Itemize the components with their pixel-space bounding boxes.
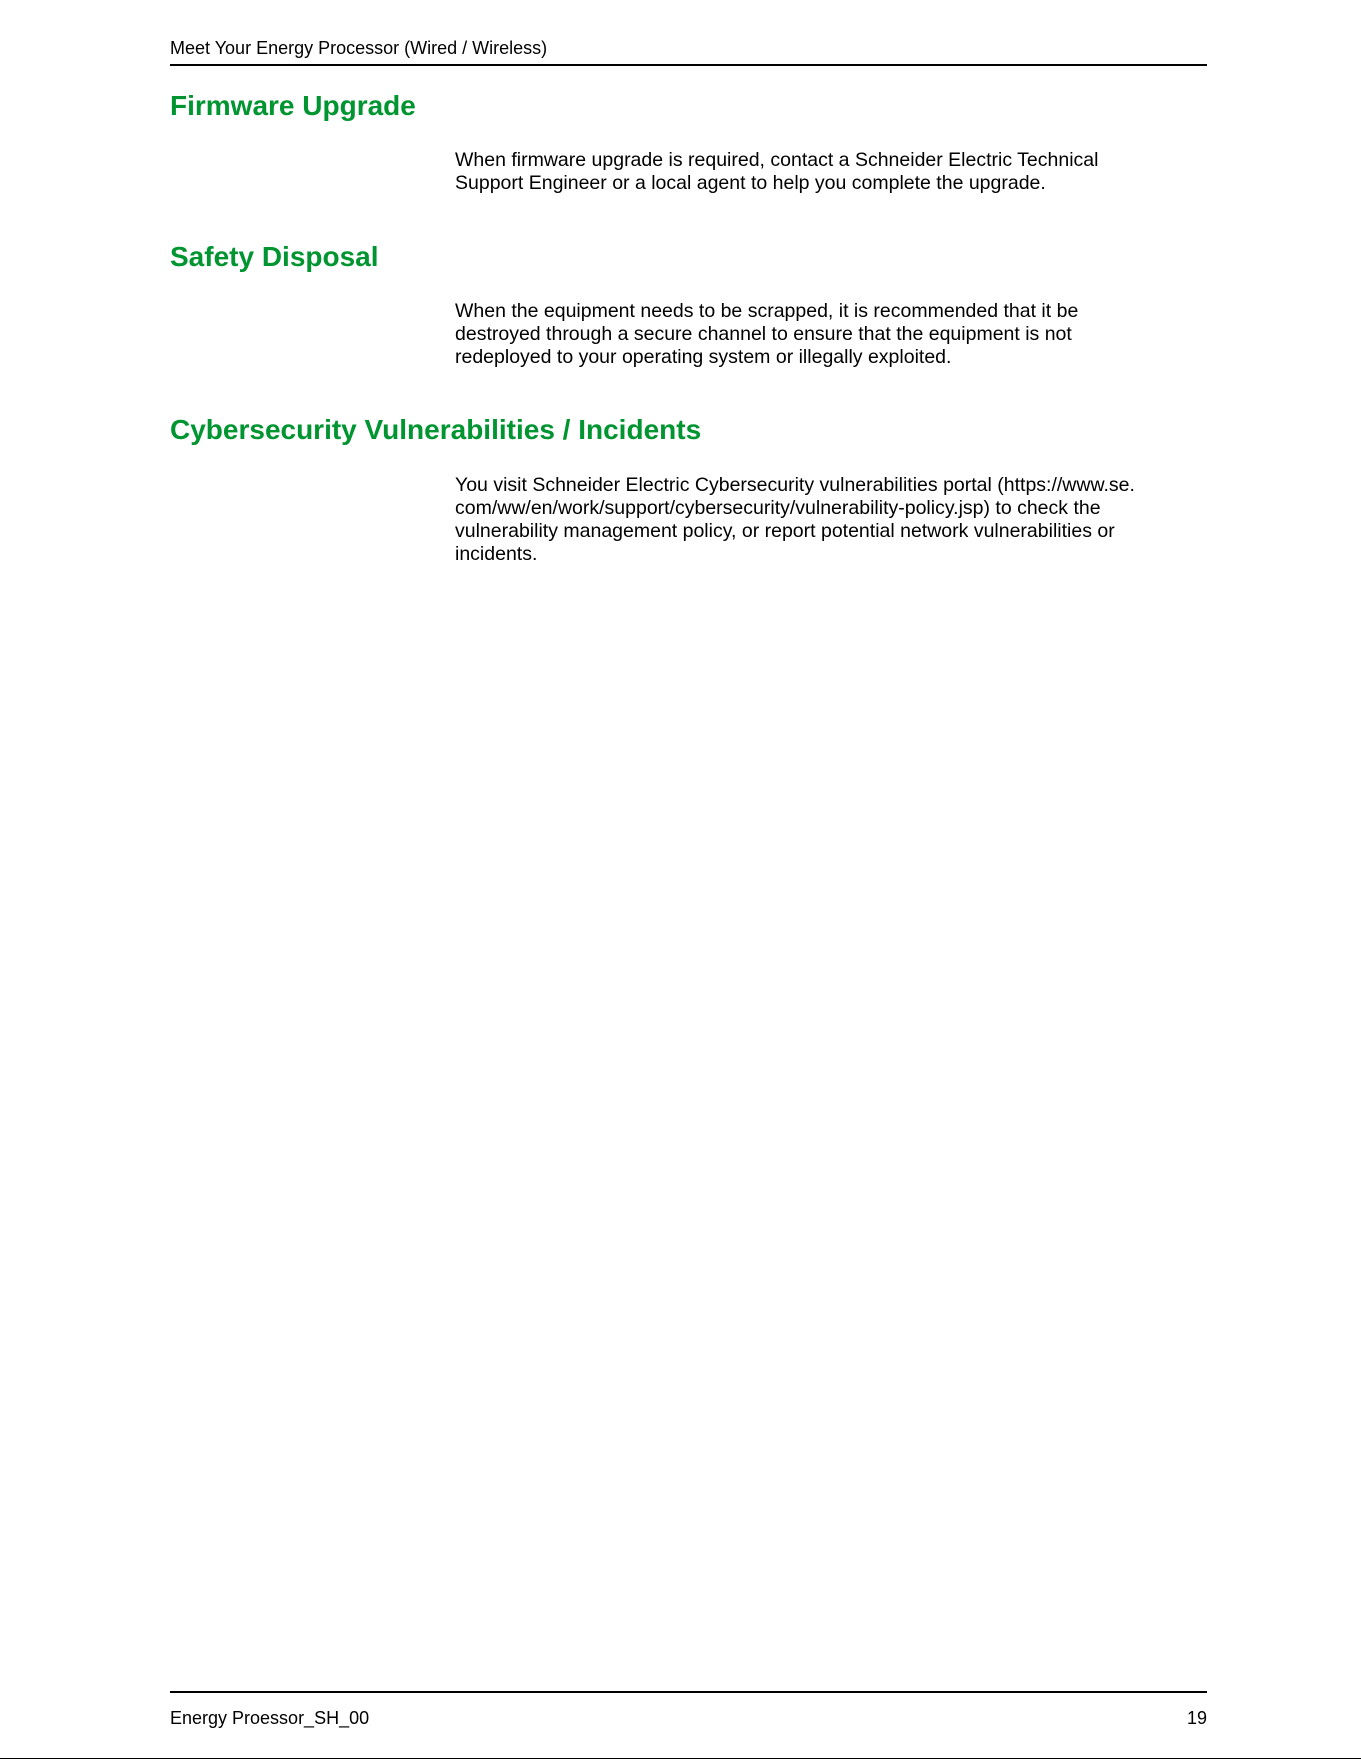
footer-divider: [170, 1691, 1207, 1693]
cybersecurity-heading: Cybersecurity Vulnerabilities / Incidents: [170, 414, 702, 445]
page-number: 19: [1186, 1708, 1207, 1728]
page-bottom-edge: [0, 1758, 1361, 1759]
firmware-upgrade-heading: Firmware Upgrade: [170, 90, 416, 121]
running-header-title: Meet Your Energy Processor (Wired / Wireless): [170, 38, 548, 58]
cybersecurity-body: You visit Schneider Electric Cybersecurity vulnerabilities portal (https://www.se. com/ww/en/work/support/cybersecurity/vulnerability-policy.jsp) to check the vulnerability management policy, or report potential network vulnerabilities or incidents.: [455, 474, 1135, 565]
safety-disposal-heading: Safety Disposal: [170, 241, 379, 272]
header-divider: [170, 64, 1207, 66]
footer-document-id: Energy Proessor_SH_00: [170, 1708, 370, 1728]
safety-disposal-body: When the equipment needs to be scrapped, it is recommended that it be destroyed through a secure channel to ensure that the equipment is not redeployed to your operating system or illegally exploited.: [455, 300, 1079, 368]
firmware-upgrade-body: When firmware upgrade is required, contact a Schneider Electric Technical Support Engineer or a local agent to help you complete the upgrade.: [455, 149, 1099, 194]
